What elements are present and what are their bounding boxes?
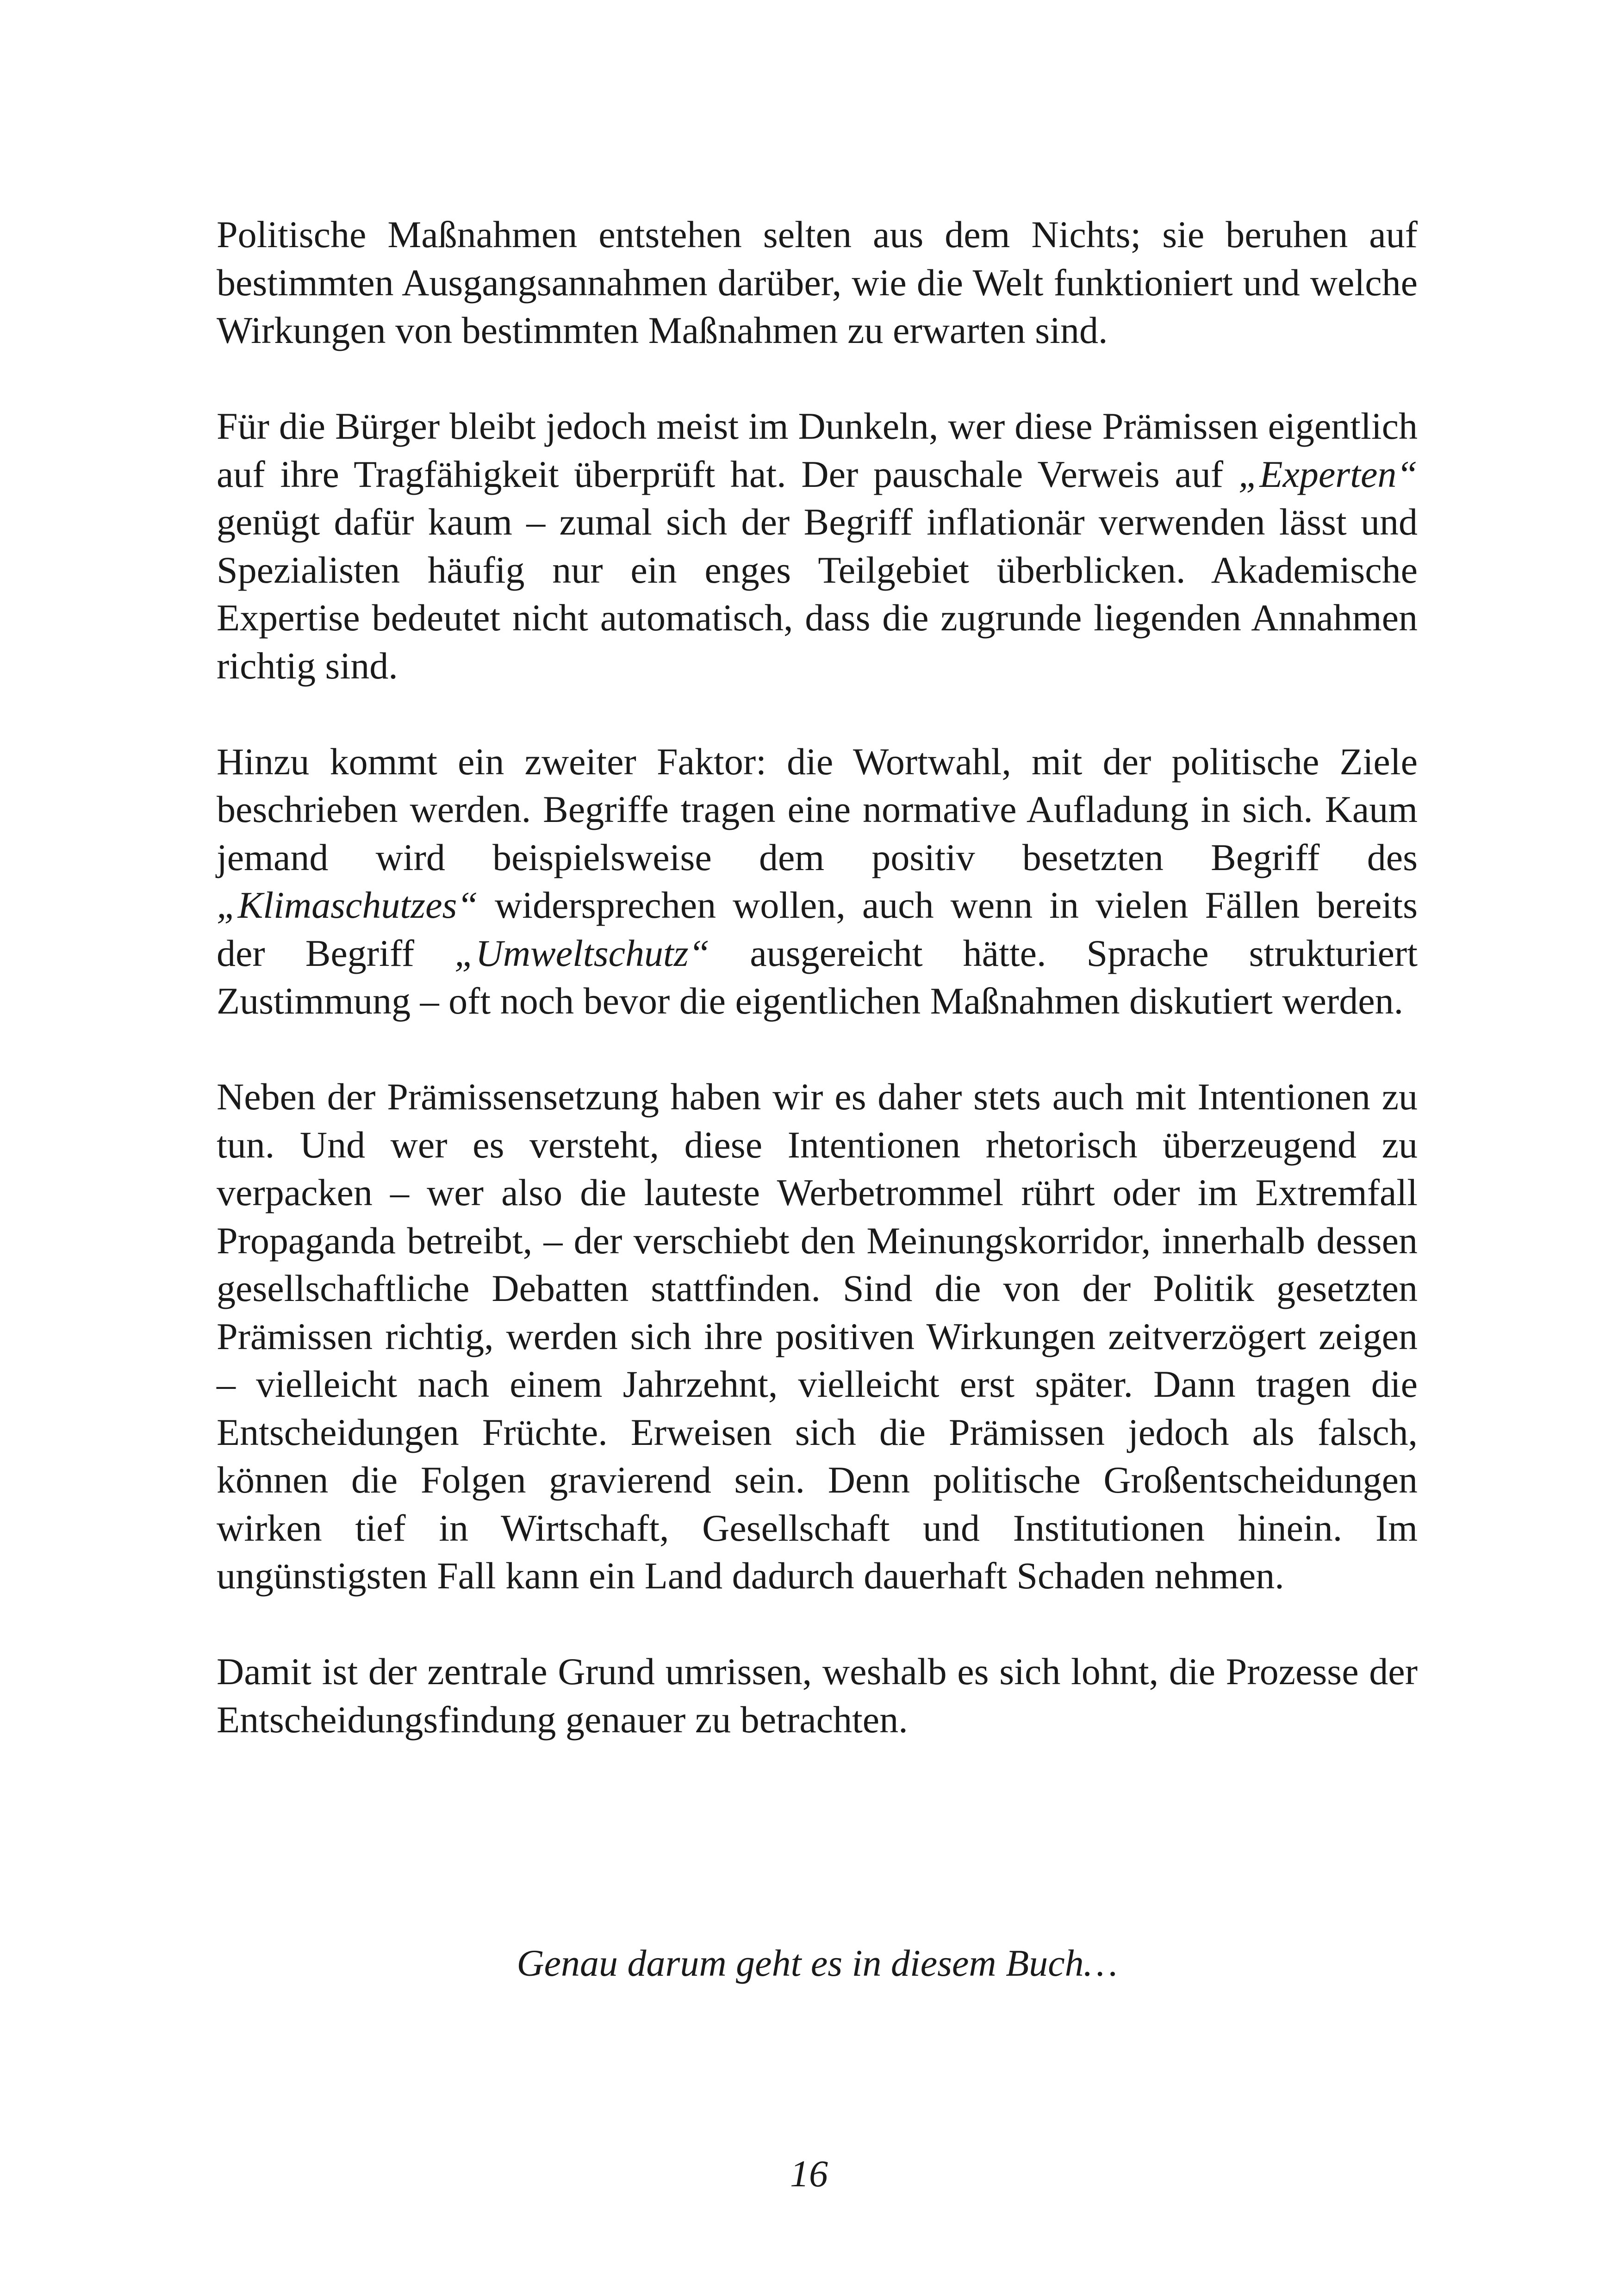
paragraph-3-text-c: ausgereicht hätte. Sprache strukturiert Zustimmung – oft noch bevor die eigentlichen Maßnahmen diskutiert werden.: [217, 932, 1418, 1022]
paragraph-3-text-b: widersprechen wollen, auch wenn in vielen Fällen bereits der Begriff: [217, 884, 1418, 974]
paragraph-2: [217, 402, 1418, 690]
page-number: 16: [790, 2153, 828, 2195]
paragraph-3-text-a: Hinzu kommt ein zweiter Faktor: die Wortwahl, mit der politische Ziele beschrieben werden. Begriffe tragen eine normative Aufladung in sich. Kaum jemand wird beispielsweise dem positiv besetzten Begriff des: [217, 740, 1418, 878]
closing-line: Genau darum geht es in diesem Buch…: [517, 1942, 1118, 1984]
paragraph-5-text: Damit ist der zentrale Grund umrissen, weshalb es sich lohnt, die Prozesse der Entscheidungsfindung genauer zu betrachten.: [217, 1650, 1418, 1741]
paragraph-3: [217, 738, 1418, 1025]
paragraph-2-text-a: Für die Bürger bleibt jedoch meist im Dunkeln, wer diese Prämissen eigentlich auf ihre Tragfähigkeit überprüft hat. Der pauschale Verweis auf: [217, 405, 1418, 495]
quoted-term-klimaschutz: „Klimaschutzes“: [217, 884, 478, 926]
paragraph-5: [217, 1648, 1418, 1743]
paragraph-4: [217, 1073, 1418, 1600]
quoted-term-umweltschutz: „Umweltschutz“: [454, 932, 710, 974]
quoted-term-experten: „Experten“: [1238, 453, 1418, 495]
body-text: [217, 211, 1418, 1792]
paragraph-2-text-b: genügt dafür kaum – zumal sich der Begriff inflationär verwenden lässt und Spezialisten häufig nur ein enges Teilgebiet überblicken. Akademische Expertise bedeutet nicht automatisch, dass die zugrunde liegenden Annahmen richtig sind.: [217, 501, 1418, 687]
paragraph-4-text: Neben der Prämissensetzung haben wir es daher stets auch mit Intentionen zu tun. Und wer es versteht, diese Intentionen rhetorisch überzeugend zu verpacken – wer also die lauteste Werbetrommel rührt oder im Extremfall Propaganda betreibt, – der verschiebt den Meinungskorridor, innerhalb dessen gesellschaftliche Debatten stattfinden. Sind die von der Politik gesetzten Prämissen richtig, werden sich ihre positiven Wirkungen zeitverzögert zeigen – vielleicht nach einem Jahrzehnt, vielleicht erst später. Dann tragen die Entscheidungen Früchte. Erweisen sich die Prämissen jedoch als falsch, können die Folgen gravierend sein. Denn politische Großentscheidungen wirken tief in Wirtschaft, Gesellschaft und Institutionen hinein. Im ungünstigsten Fall kann ein Land dadurch dauerhaft Schaden nehmen.: [217, 1076, 1418, 1597]
paragraph-1-text: Politische Maßnahmen entstehen selten aus dem Nichts; sie beruhen auf bestimmten Ausgangsannahmen darüber, wie die Welt funktioniert und welche Wirkungen von bestimmten Maßnahmen zu erwarten sind.: [217, 213, 1418, 351]
paragraph-1: [217, 211, 1418, 355]
